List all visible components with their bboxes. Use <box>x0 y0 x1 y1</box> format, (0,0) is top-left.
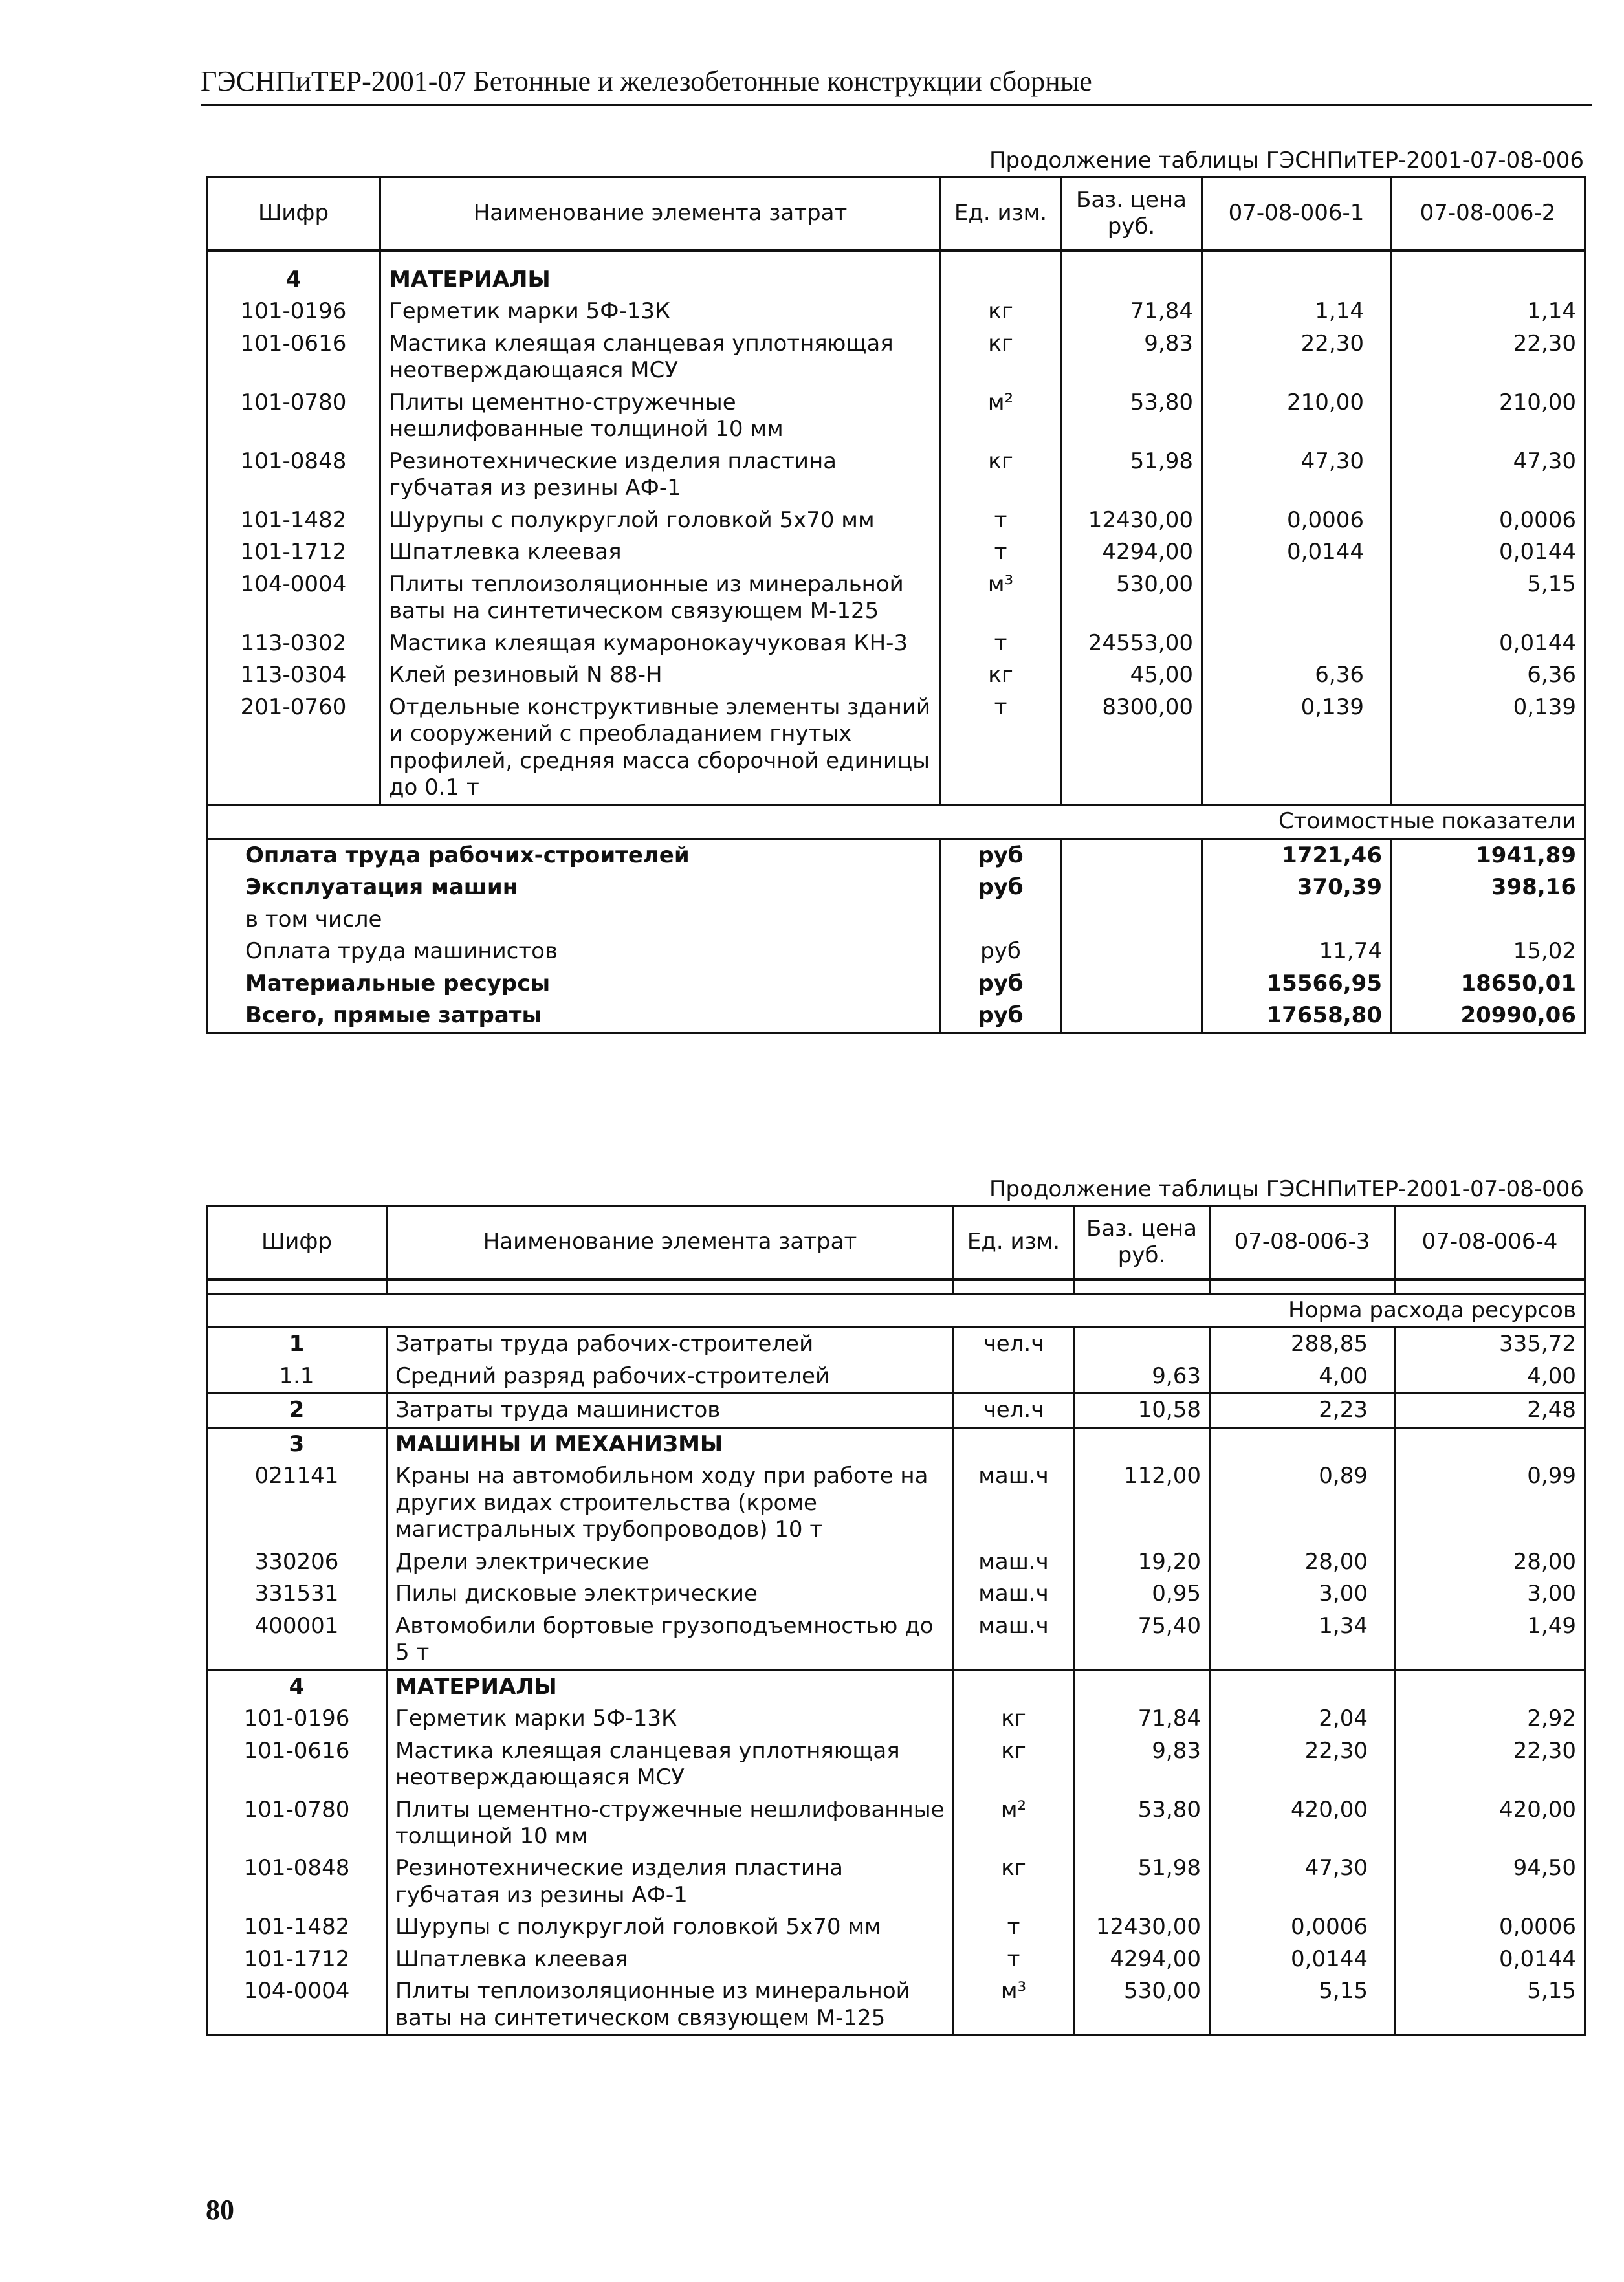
separator-cell <box>207 251 380 265</box>
row-name: Плиты цементно-стружечные нешлифованные толщиной 10 мм <box>387 1794 954 1853</box>
row-value-b: 94,50 <box>1395 1852 1585 1911</box>
section-row-machines <box>207 1427 1585 1460</box>
row-name: Отдельные конструктивные элементы зданий и сооружений с преобладанием гнутых профилей, средняя масса сборочной единицы до 0.1 т <box>380 692 941 805</box>
summary-unit: руб <box>941 968 1061 1000</box>
row-value-a: 288,85 <box>1210 1328 1395 1361</box>
summary-name: Оплата труда машинистов <box>207 936 941 967</box>
row-price: 53,80 <box>1074 1794 1210 1853</box>
row-value-b: 28,00 <box>1395 1546 1585 1578</box>
row-unit: кг <box>941 659 1061 691</box>
row-unit: м² <box>941 387 1061 446</box>
row-value-a: 0,0006 <box>1210 1911 1395 1943</box>
row-value-b: 335,72 <box>1395 1328 1585 1361</box>
summary-name: Оплата труда рабочих-строителей <box>207 839 941 872</box>
row-price: 0,95 <box>1074 1578 1210 1610</box>
material-row <box>207 1794 1585 1853</box>
row-price: 8300,00 <box>1061 692 1202 805</box>
row-value-a: 4,00 <box>1210 1361 1395 1394</box>
summary-row <box>207 936 1585 967</box>
row-code: 101-0196 <box>207 296 380 327</box>
row-name: Дрели электрические <box>387 1546 954 1578</box>
row-name: Резинотехнические изделия пластина губчатая из резины АФ-1 <box>387 1852 954 1911</box>
row-value-b: 3,00 <box>1395 1578 1585 1610</box>
row-price: 112,00 <box>1074 1460 1210 1546</box>
separator-cell <box>387 1280 954 1294</box>
summary-value-b: 398,16 <box>1391 872 1585 903</box>
row-unit: маш.ч <box>954 1610 1074 1670</box>
summary-value-a: 1721,46 <box>1202 839 1391 872</box>
summary-value-a: 15566,95 <box>1202 968 1391 1000</box>
row-unit: т <box>941 505 1061 536</box>
material-row <box>207 296 1585 327</box>
row-value-a: 2,23 <box>1210 1394 1395 1427</box>
material-row <box>207 1852 1585 1911</box>
cost-header-row <box>207 805 1585 839</box>
summary-row <box>207 839 1585 872</box>
header-separator <box>207 251 1585 265</box>
row-code: 331531 <box>207 1578 387 1610</box>
summary-unit: руб <box>941 1000 1061 1033</box>
row-code: 101-0780 <box>207 1794 387 1853</box>
row-price: 71,84 <box>1061 296 1202 327</box>
resource-table-1 <box>206 176 1586 1034</box>
col-header-name: Наименование элемента затрат <box>380 177 941 251</box>
row-unit: маш.ч <box>954 1546 1074 1578</box>
separator-cell <box>1391 251 1585 265</box>
table2-header-row <box>207 1206 1585 1280</box>
row-name: Герметик марки 5Ф-13К <box>387 1703 954 1735</box>
row-name: Мастика клеящая сланцевая уплотняющая неотверждающаяся МСУ <box>380 328 941 387</box>
summary-value-b: 1941,89 <box>1391 839 1585 872</box>
machine-row <box>207 1578 1585 1610</box>
summary-unit <box>941 904 1061 936</box>
row-value-a <box>1202 628 1391 659</box>
row-code: 104-0004 <box>207 1975 387 2035</box>
material-row <box>207 1735 1585 1794</box>
row-value-b <box>1391 264 1585 296</box>
row-value-b: 1,14 <box>1391 296 1585 327</box>
row-name: Пилы дисковые электрические <box>387 1578 954 1610</box>
row-code: 101-1482 <box>207 505 380 536</box>
row-unit: кг <box>954 1703 1074 1735</box>
cost-header-row-label: Стоимостные показатели <box>207 805 1585 839</box>
row-name: Шпатлевка клеевая <box>380 536 941 568</box>
row-value-b: 0,0144 <box>1391 536 1585 568</box>
summary-unit: руб <box>941 872 1061 903</box>
row-name: Краны на автомобильном ходу при работе на других видах строительства (кроме магистральных трубопроводов) 10 т <box>387 1460 954 1546</box>
col-header-a: 07-08-006-3 <box>1210 1206 1395 1280</box>
row-value-b: 210,00 <box>1391 387 1585 446</box>
row-value-b: 2,48 <box>1395 1394 1585 1427</box>
row-value-a: 6,36 <box>1202 659 1391 691</box>
row-price: 71,84 <box>1074 1703 1210 1735</box>
row-price: 4294,00 <box>1074 1944 1210 1975</box>
separator-cell <box>380 251 941 265</box>
col-header-name: Наименование элемента затрат <box>387 1206 954 1280</box>
row-code: 400001 <box>207 1610 387 1670</box>
row-value-a: 420,00 <box>1210 1794 1395 1853</box>
row-name: Средний разряд рабочих-строителей <box>387 1361 954 1394</box>
row-price: 9,83 <box>1061 328 1202 387</box>
separator-cell <box>954 1280 1074 1294</box>
row-value-b: 47,30 <box>1391 446 1585 505</box>
table2-caption: Продолжение таблицы ГЭСНПиТЕР-2001-07-08-006 <box>989 1176 1584 1202</box>
summary-value-a <box>1202 904 1391 936</box>
row-value-b: 420,00 <box>1395 1794 1585 1853</box>
row-code: 101-1712 <box>207 536 380 568</box>
separator-cell <box>1395 1280 1585 1294</box>
row-code: 201-0760 <box>207 692 380 805</box>
col-header-b: 07-08-006-4 <box>1395 1206 1585 1280</box>
summary-value-a: 370,39 <box>1202 872 1391 903</box>
summary-price <box>1061 1000 1202 1033</box>
summary-row <box>207 872 1585 903</box>
summary-value-b: 15,02 <box>1391 936 1585 967</box>
row-value-a: 2,04 <box>1210 1703 1395 1735</box>
row-code: 104-0004 <box>207 569 380 628</box>
summary-price <box>1061 936 1202 967</box>
summary-name: Материальные ресурсы <box>207 968 941 1000</box>
material-row <box>207 692 1585 805</box>
row-price: 9,83 <box>1074 1735 1210 1794</box>
page-number: 80 <box>206 2194 234 2226</box>
separator-cell <box>1074 1280 1210 1294</box>
row-value-a <box>1202 264 1391 296</box>
col-header-unit: Ед. изм. <box>954 1206 1074 1280</box>
row-value-a: 210,00 <box>1202 387 1391 446</box>
summary-name: Всего, прямые затраты <box>207 1000 941 1033</box>
row-value-b: 5,15 <box>1391 569 1585 628</box>
row-name: Шурупы с полукруглой головкой 5х70 мм <box>387 1911 954 1943</box>
row-unit: т <box>941 536 1061 568</box>
material-row <box>207 328 1585 387</box>
col-header-price: Баз. цена руб. <box>1074 1206 1210 1280</box>
row-name: Шурупы с полукруглой головкой 5х70 мм <box>380 505 941 536</box>
row-code: 101-0848 <box>207 446 380 505</box>
summary-price <box>1061 904 1202 936</box>
material-row <box>207 536 1585 568</box>
col-header-b: 07-08-006-2 <box>1391 177 1585 251</box>
summary-name: в том числе <box>207 904 941 936</box>
table1-header-row <box>207 177 1585 251</box>
row-value-a: 0,0144 <box>1202 536 1391 568</box>
row-code: 101-0848 <box>207 1852 387 1911</box>
table1-caption: Продолжение таблицы ГЭСНПиТЕР-2001-07-08-006 <box>989 148 1584 173</box>
resource-table-2 <box>206 1205 1586 2036</box>
row-code: 330206 <box>207 1546 387 1578</box>
row-unit: м³ <box>941 569 1061 628</box>
row-value-b <box>1395 1427 1585 1460</box>
material-row <box>207 446 1585 505</box>
row-price <box>1074 1328 1210 1361</box>
row-unit: маш.ч <box>954 1460 1074 1546</box>
col-header-code: Шифр <box>207 177 380 251</box>
row-value-a: 22,30 <box>1202 328 1391 387</box>
row-unit <box>954 1361 1074 1394</box>
separator-cell <box>207 1280 387 1294</box>
col-header-a: 07-08-006-1 <box>1202 177 1391 251</box>
row-price: 12430,00 <box>1074 1911 1210 1943</box>
norm-header-row-label: Норма расхода ресурсов <box>207 1294 1585 1328</box>
row-value-b: 0,0006 <box>1391 505 1585 536</box>
row-price: 45,00 <box>1061 659 1202 691</box>
row-price: 530,00 <box>1061 569 1202 628</box>
summary-unit: руб <box>941 936 1061 967</box>
row-value-b: 22,30 <box>1395 1735 1585 1794</box>
row-unit: кг <box>954 1735 1074 1794</box>
row-code: 101-1482 <box>207 1911 387 1943</box>
material-row <box>207 1703 1585 1735</box>
summary-row <box>207 1000 1585 1033</box>
header-separator <box>207 1280 1585 1294</box>
row-price: 24553,00 <box>1061 628 1202 659</box>
row-name: Плиты цементно-стружечные нешлифованные толщиной 10 мм <box>380 387 941 446</box>
row-name: МАШИНЫ И МЕХАНИЗМЫ <box>387 1427 954 1460</box>
row-code: 101-1712 <box>207 1944 387 1975</box>
summary-price <box>1061 839 1202 872</box>
separator-cell <box>1202 251 1391 265</box>
row-unit: т <box>954 1944 1074 1975</box>
row-unit: чел.ч <box>954 1394 1074 1427</box>
row-unit: чел.ч <box>954 1328 1074 1361</box>
row-code: 2 <box>207 1394 387 1427</box>
row-price: 53,80 <box>1061 387 1202 446</box>
separator-cell <box>1061 251 1202 265</box>
row-unit: маш.ч <box>954 1578 1074 1610</box>
row-unit: кг <box>941 446 1061 505</box>
row-unit: м² <box>954 1794 1074 1853</box>
row-unit: кг <box>954 1852 1074 1911</box>
row-value-b: 5,15 <box>1395 1975 1585 2035</box>
row-value-b: 1,49 <box>1395 1610 1585 1670</box>
row-value-b: 2,92 <box>1395 1703 1585 1735</box>
row-unit <box>954 1670 1074 1703</box>
row-price: 530,00 <box>1074 1975 1210 2035</box>
row-code: 1 <box>207 1328 387 1361</box>
row-value-a <box>1210 1427 1395 1460</box>
row-unit: кг <box>941 328 1061 387</box>
row-value-b: 0,139 <box>1391 692 1585 805</box>
row-name: Затраты труда рабочих-строителей <box>387 1328 954 1361</box>
labor-row <box>207 1328 1585 1361</box>
material-row <box>207 387 1585 446</box>
summary-name: Эксплуатация машин <box>207 872 941 903</box>
row-code: 4 <box>207 1670 387 1703</box>
row-price <box>1074 1670 1210 1703</box>
row-code: 113-0302 <box>207 628 380 659</box>
summary-value-b <box>1391 904 1585 936</box>
row-price: 12430,00 <box>1061 505 1202 536</box>
machine-row <box>207 1460 1585 1546</box>
page-header-title: ГЭСНПиТЕР-2001-07 Бетонные и железобетонные конструкции сборные <box>201 65 1092 97</box>
summary-value-b: 20990,06 <box>1391 1000 1585 1033</box>
row-name: Автомобили бортовые грузоподъемностью до 5 т <box>387 1610 954 1670</box>
row-value-a: 0,139 <box>1202 692 1391 805</box>
row-price <box>1061 264 1202 296</box>
row-price: 51,98 <box>1074 1852 1210 1911</box>
row-code: 101-0780 <box>207 387 380 446</box>
row-code: 101-0616 <box>207 1735 387 1794</box>
row-unit: кг <box>941 296 1061 327</box>
material-row <box>207 628 1585 659</box>
material-row <box>207 659 1585 691</box>
row-price: 4294,00 <box>1061 536 1202 568</box>
row-code: 101-0616 <box>207 328 380 387</box>
row-value-a: 0,0144 <box>1210 1944 1395 1975</box>
row-value-a: 1,34 <box>1210 1610 1395 1670</box>
row-value-a: 47,30 <box>1210 1852 1395 1911</box>
material-row <box>207 1944 1585 1975</box>
separator-cell <box>941 251 1061 265</box>
summary-price <box>1061 968 1202 1000</box>
summary-row <box>207 968 1585 1000</box>
row-name: МАТЕРИАЛЫ <box>380 264 941 296</box>
material-row <box>207 1911 1585 1943</box>
summary-unit: руб <box>941 839 1061 872</box>
section-row-materials <box>207 264 1585 296</box>
row-name: Мастика клеящая кумаронокаучуковая КН-3 <box>380 628 941 659</box>
row-value-a: 3,00 <box>1210 1578 1395 1610</box>
row-value-a: 0,0006 <box>1202 505 1391 536</box>
row-value-b <box>1395 1670 1585 1703</box>
row-name: Шпатлевка клеевая <box>387 1944 954 1975</box>
row-value-b: 0,0006 <box>1395 1911 1585 1943</box>
row-name: Плиты теплоизоляционные из минеральной ваты на синтетическом связующем М-125 <box>387 1975 954 2035</box>
row-value-a: 28,00 <box>1210 1546 1395 1578</box>
row-value-a: 0,89 <box>1210 1460 1395 1546</box>
col-header-unit: Ед. изм. <box>941 177 1061 251</box>
row-name: МАТЕРИАЛЫ <box>387 1670 954 1703</box>
row-unit: т <box>941 692 1061 805</box>
row-price: 19,20 <box>1074 1546 1210 1578</box>
header-rule <box>201 104 1592 106</box>
row-name: Клей резиновый N 88-Н <box>380 659 941 691</box>
summary-value-a: 11,74 <box>1202 936 1391 967</box>
labor-grade-row <box>207 1361 1585 1394</box>
material-row <box>207 505 1585 536</box>
summary-row <box>207 904 1585 936</box>
row-value-a <box>1202 569 1391 628</box>
row-name: Герметик марки 5Ф-13К <box>380 296 941 327</box>
row-value-b: 0,0144 <box>1391 628 1585 659</box>
row-value-a: 1,14 <box>1202 296 1391 327</box>
row-code: 021141 <box>207 1460 387 1546</box>
row-code: 3 <box>207 1427 387 1460</box>
row-value-b: 22,30 <box>1391 328 1585 387</box>
row-code: 113-0304 <box>207 659 380 691</box>
row-name: Мастика клеящая сланцевая уплотняющая неотверждающаяся МСУ <box>387 1735 954 1794</box>
col-header-price: Баз. цена руб. <box>1061 177 1202 251</box>
row-name: Плиты теплоизоляционные из минеральной ваты на синтетическом связующем М-125 <box>380 569 941 628</box>
row-code: 101-0196 <box>207 1703 387 1735</box>
row-code: 4 <box>207 264 380 296</box>
row-value-b: 4,00 <box>1395 1361 1585 1394</box>
row-value-a: 22,30 <box>1210 1735 1395 1794</box>
separator-cell <box>1210 1280 1395 1294</box>
section-row-materials <box>207 1670 1585 1703</box>
row-code: 1.1 <box>207 1361 387 1394</box>
row-value-a: 5,15 <box>1210 1975 1395 2035</box>
row-price <box>1074 1427 1210 1460</box>
operators-row <box>207 1394 1585 1427</box>
row-unit <box>954 1427 1074 1460</box>
row-value-b: 6,36 <box>1391 659 1585 691</box>
row-name: Резинотехнические изделия пластина губчатая из резины АФ-1 <box>380 446 941 505</box>
row-price: 10,58 <box>1074 1394 1210 1427</box>
row-value-b: 0,99 <box>1395 1460 1585 1546</box>
col-header-code: Шифр <box>207 1206 387 1280</box>
machine-row <box>207 1546 1585 1578</box>
row-value-a: 47,30 <box>1202 446 1391 505</box>
norm-header-row <box>207 1294 1585 1328</box>
row-value-b: 0,0144 <box>1395 1944 1585 1975</box>
row-unit <box>941 264 1061 296</box>
row-name: Затраты труда машинистов <box>387 1394 954 1427</box>
row-unit: т <box>941 628 1061 659</box>
summary-value-b: 18650,01 <box>1391 968 1585 1000</box>
machine-row <box>207 1610 1585 1670</box>
row-unit: м³ <box>954 1975 1074 2035</box>
material-row <box>207 569 1585 628</box>
row-price: 75,40 <box>1074 1610 1210 1670</box>
summary-value-a: 17658,80 <box>1202 1000 1391 1033</box>
row-price: 9,63 <box>1074 1361 1210 1394</box>
row-price: 51,98 <box>1061 446 1202 505</box>
summary-price <box>1061 872 1202 903</box>
material-row <box>207 1975 1585 2035</box>
row-unit: т <box>954 1911 1074 1943</box>
row-value-a <box>1210 1670 1395 1703</box>
